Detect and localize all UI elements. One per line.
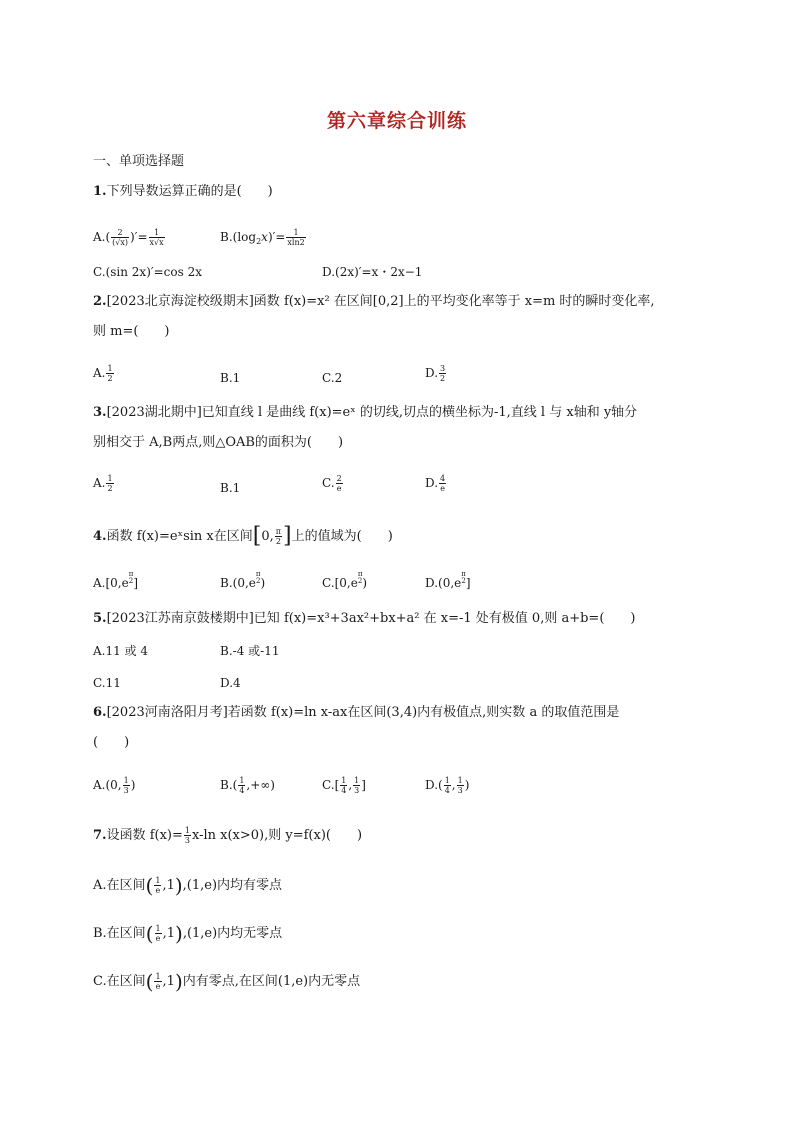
option-label: A.(0, [93,778,122,792]
option-label: D.(0, [425,576,455,590]
q2-option-d: D. $\frac{3}{2}$ [425,364,446,383]
question-text: [2023北京海淀校级期末]函数 f(x)=x² 在区间[0,2]上的平均变化率等于 x=m 时的瞬时变化率, [106,294,655,309]
option-label: C.[ [322,778,340,792]
option-label: D.( [425,778,443,792]
q2-option-b: B.1 [220,371,241,385]
option-text: ′= [134,230,148,244]
question-text: [2023河南洛阳月考]若函数 f(x)=ln x-ax在区间(3,4)内有极值点,则实数 a 的取值范围是 [106,705,620,720]
section-heading: 一、单项选择题 [93,154,185,169]
option-label: A. [93,230,106,244]
q5-option-c: C.11 [93,676,121,690]
question-2-stem-line-2: 则 m=( ) [93,324,170,339]
q5-option-a: A.11 或 4 [93,644,149,658]
question-number: 4. [93,529,107,544]
question-5-stem [93,610,635,628]
question-text: 函数 f(x)=eˣsin x在区间 [106,529,253,544]
question-number: 7. [93,828,107,843]
question-3-stem-line-1 [93,404,637,422]
option-label: D. [425,476,439,490]
q4-option-d: D.(0,e π 2 ] [425,570,471,590]
q1-option-c: C.(sin 2x)′=cos 2x [93,265,202,279]
option-label: B. [220,230,233,244]
question-3-stem-line-2: 别相交于 A,B两点,则△OAB的面积为( ) [93,435,344,450]
q6-option-b: B.( $\frac{1}{4}$ ,+∞) [220,776,275,795]
q7-option-c: C.在区间( $\frac{1}{e}$ ,1)内有零点,在区间(1,e)内无零点 [93,969,361,994]
q7-option-b: B.在区间( $\frac{1}{e}$ ,1),(1,e)内均无零点 [93,921,283,946]
question-text: 上的值域为( ) [291,529,393,544]
option-label: A.[0, [93,576,122,590]
option-label: D. [322,265,336,279]
page-title: 第六章综合训练 [326,110,467,132]
option-text: B.在区间 [93,926,146,941]
option-text: 内有零点,在区间(1,e)内无零点 [182,974,361,989]
option-label: B.( [220,778,238,792]
option-label: A. [93,476,106,490]
q1-option-a: A.( $\frac{2}{(√x)}$ )′= $\frac{1}{x√x}$ [93,228,164,247]
question-number: 3. [93,405,107,420]
option-text: A.在区间 [93,878,146,893]
question-2-stem-line-1 [93,293,655,311]
option-label: B.(0, [220,576,249,590]
option-text: ,(1,e)内均有零点 [182,878,283,893]
option-label: D. [425,366,439,380]
option-label: C.[0, [322,576,351,590]
question-text: [2023湖北期中]已知直线 l 是曲线 f(x)=eˣ 的切线,切点的横坐标为-1,直线 l 与 x轴和 y轴分 [106,405,638,420]
q5-option-b: B.-4 或-11 [220,644,280,658]
question-number: 1. [93,184,107,199]
question-number: 2. [93,294,107,309]
q6-option-a: A.(0, $\frac{1}{3}$ ) [93,776,136,795]
q5-option-d: D.4 [220,676,241,690]
q3-option-b: B.1 [220,481,241,495]
q3-option-a: A. $\frac{1}{2}$ [93,474,113,493]
q4-option-a: A.[0,e π 2 ] [93,570,139,590]
interval-bracket: [ [252,523,262,549]
question-6-stem-line-2: ( ) [93,735,130,750]
option-text: (log [232,230,257,244]
option-text: C.在区间 [93,974,146,989]
question-4-stem: 4.函数 f(x)=eˣsin x在区间[0, $\frac{\pi}{2}$ ]上的值域为( ) [93,523,393,549]
q2-option-a: A. $\frac{1}{2}$ [93,364,113,383]
option-label: A. [93,366,106,380]
question-text: 设函数 f(x)= [106,828,183,843]
option-label: C. [322,476,335,490]
question-number: 6. [93,705,107,720]
q3-option-c: C. $\frac{2}{e}$ [322,474,342,493]
q6-option-d: D.( $\frac{1}{4}$ , $\frac{1}{3}$ ) [425,776,470,795]
q6-option-c: C.[ $\frac{1}{4}$ , $\frac{1}{3}$ ] [322,776,366,795]
q1-option-d [322,263,422,281]
q7-option-a: A.在区间( $\frac{1}{e}$ ,1),(1,e)内均有零点 [93,873,283,898]
q4-option-c: C.[0,e π 2 ) [322,570,368,590]
question-number: 5. [93,611,107,626]
q4-option-b: B.(0,e π 2 ) [220,570,266,590]
math-expression: ( $\frac{2}{(√x)}$ ) [105,228,135,247]
question-text: 下列导数运算正确的是( ) [106,184,273,199]
option-text: ,(1,e)内均无零点 [182,926,283,941]
question-6-stem-line-1 [93,704,619,722]
question-7-stem: 7.设函数 f(x)= $\frac{1}{3}$ x-ln x(x>0),则 y=f(x)( ) [93,826,363,845]
question-1-stem [93,183,273,201]
q1-option-b: $B.(\log_2x)'=$ $\frac{1}{xln2}$ [220,228,305,247]
q2-option-c: C.2 [322,371,343,385]
question-text: [2023江苏南京鼓楼期中]已知 f(x)=x³+3ax²+bx+a² 在 x=-1 处有极值 0,则 a+b=( ) [106,611,636,626]
q3-option-d: D. $\frac{4}{e}$ [425,474,446,493]
option-text: (2x)′=x・2x−1 [335,265,423,279]
question-text: x-ln x(x>0),则 y=f(x)( ) [191,828,363,843]
